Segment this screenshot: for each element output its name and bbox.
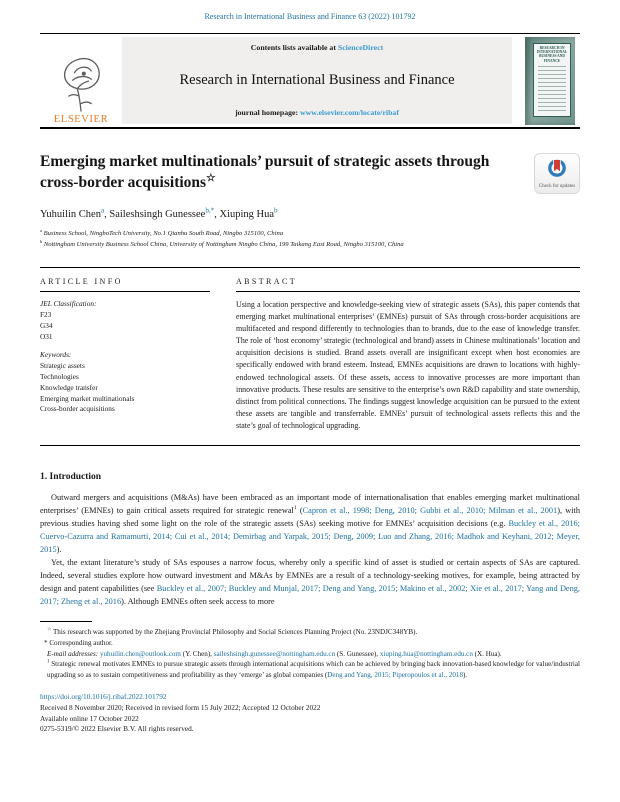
author-name: Saileshsingh Gunessee bbox=[109, 209, 206, 221]
check-for-updates-icon bbox=[547, 165, 567, 182]
footnote-corresponding-author: * Corresponding author. bbox=[44, 639, 113, 648]
footer-copyright: 0275-5319/© 2022 Elsevier B.V. All rights reserved. bbox=[40, 724, 194, 734]
footnote-emails: E-mail addresses: yuhuilin.chen@outlook.com (Y. Chen), saileshsingh.gunessee@nottingham.edu.cn (S. Gunessee), xiuping.hua@nottingham.edu.cn (X. Hua). bbox=[47, 649, 502, 658]
author-name: Yuhuilin Chen bbox=[40, 209, 101, 221]
keyword: Emerging market multinationals bbox=[40, 393, 135, 403]
elsevier-tree-icon bbox=[53, 53, 109, 113]
keyword: Cross-border acquisitions bbox=[40, 404, 115, 414]
intro-paragraph-1: Outward mergers and acquisitions (M&As) have been embraced as an important mode of internationalisation that enables emerging market multinational enterprises’ (EMNEs) to gain critical assets required for strategic renewal$^1$ (Capron et al., 1998; Deng, 2010; Gubbi et al., 2010; Milman et al., 2001), with previous studies having shed some light on the role of the strategic assets (SAs) seeking motive for EMNEs’ acquisition decisions (e.g. Buckley et al., 2016; Cuervo-Cazurra and Ramamurti, 2014; Cui et al., 2014; Demirbag and Yarpak, 2015; Deng, 2009; Luo and Zhang, 2016; Madhok and Keyhani, 2012; Meyer, 2015). bbox=[40, 493, 580, 554]
author-superscript: a bbox=[100, 206, 105, 215]
check-for-updates-button[interactable] bbox=[534, 153, 580, 194]
citation-link[interactable]: xiuping.hua@nottingham.edu.cn bbox=[379, 649, 473, 658]
title-footnote-marker: ☆ bbox=[206, 173, 216, 185]
article-info-heading: ARTICLE INFO bbox=[40, 277, 123, 286]
doi-link[interactable]: https://doi.org/10.1016/j.ribaf.2022.101792 bbox=[40, 691, 167, 701]
journal-banner bbox=[40, 33, 580, 129]
journal-homepage-link[interactable]: www.elsevier.com/locate/ribaf bbox=[300, 108, 399, 117]
cover-title: RESEARCH IN INTERNATIONAL BUSINESS AND FINANCE bbox=[536, 45, 568, 63]
banner-center bbox=[122, 37, 512, 124]
affiliation-line: $^a$ Business School, NingboTech University, No.1 Qianhu South Road, Ningbo 315100, China bbox=[40, 228, 284, 238]
jel-code: O31 bbox=[40, 331, 53, 341]
article-footer bbox=[40, 692, 580, 736]
cover-column bbox=[520, 34, 580, 127]
affiliation-line: $^b$ Nottingham University Business School China, University of Nottingham Ningbo China, 199 Taikang East Road, Ningbo 315100, China bbox=[40, 238, 404, 249]
footer-available-online: Available online 17 October 2022 bbox=[40, 713, 139, 723]
elsevier-wordmark: ELSEVIER bbox=[53, 114, 109, 125]
abstract-column bbox=[236, 277, 580, 432]
intro-paragraph-2: Yet, the extant literature’s study of SAs espouses a narrow focus, whereby only a specific kind of asset is studied or certain aspects of SAs are captured. Indeed, several studies explore how outward investment and M&As by EMNEs are a result of a technology-seeking motives, for example, being attracted by design and patent capabilities (see Buckley et al., 2007; Buckley and Munjal, 2017; Deng and Yang, 2015; Makino et al., 2002; Xie et al., 2017; Yang and Deng, 2017; Zheng et al., 2016). Although EMNEs often seek access to more bbox=[40, 557, 580, 606]
jel-code: F23 bbox=[40, 309, 52, 319]
journal-cover-thumbnail bbox=[525, 37, 575, 125]
contents-line: Contents lists available at ScienceDirect bbox=[250, 43, 384, 52]
abstract-heading: ABSTRACT bbox=[236, 277, 297, 286]
jel-label: JEL Classification: bbox=[40, 299, 97, 308]
jel-code: G34 bbox=[40, 320, 53, 330]
citation-link[interactable]: saileshsingh.gunessee@nottingham.edu.cn bbox=[213, 649, 336, 658]
citation-link[interactable]: yuhuilin.chen@outlook.com bbox=[99, 649, 181, 658]
keywords-label: Keywords: bbox=[40, 349, 72, 359]
citation-link[interactable]: Capron et al., 1998; Deng, 2010; Gubbi et al., 2010; Milman et al., 2001 bbox=[302, 505, 558, 515]
affiliations bbox=[40, 229, 580, 251]
footnote-divider bbox=[40, 621, 92, 622]
keyword: Strategic assets bbox=[40, 360, 85, 370]
abstract-rule bbox=[236, 291, 580, 292]
author bbox=[219, 206, 278, 221]
introduction-heading: 1. Introduction bbox=[40, 472, 102, 483]
keyword: Knowledge transfer bbox=[40, 382, 98, 392]
author-superscript: b bbox=[274, 206, 278, 215]
author-superscript: b,* bbox=[205, 206, 215, 215]
article-info-rule bbox=[40, 291, 210, 292]
footer-received: Received 8 November 2020; Received in revised form 15 July 2022; Accepted 12 October 2022 bbox=[40, 702, 321, 712]
header-citation: Research in International Business and Finance 63 (2022) 101792 bbox=[204, 12, 416, 21]
keyword: Technologies bbox=[40, 371, 79, 381]
article-title: Emerging market multinationals’ pursuit of strategic assets through cross-border acquisitions☆ bbox=[40, 153, 490, 192]
check-for-updates-label: Check for updates bbox=[538, 184, 576, 189]
elsevier-logo bbox=[40, 34, 122, 127]
article-info-abstract-block bbox=[40, 267, 580, 446]
footnote-support: ☆ This research was supported by the Zhejiang Provincial Philosophy and Social Sciences Planning Project (No. 23NDJC348YB). bbox=[47, 628, 418, 637]
homepage-line: journal homepage: www.elsevier.com/locate/ribaf bbox=[235, 108, 399, 117]
cover-text-lines bbox=[538, 66, 566, 112]
sciencedirect-link[interactable]: ScienceDirect bbox=[337, 43, 384, 52]
journal-title: Research in International Business and Finance bbox=[179, 71, 455, 88]
footnotes bbox=[40, 621, 580, 680]
author: Saileshsingh Gunessee$^{b,*}$, bbox=[109, 206, 220, 221]
author-line bbox=[40, 206, 580, 221]
citation-link[interactable]: Deng and Yang, 2015; Piperopoulos et al., 2018 bbox=[327, 671, 464, 680]
abstract-text: Using a location perspective and knowledge-seeking view of strategic assets (SAs), this paper contends that emerging market multinational enterprises’ (EMNEs) pursuit of SAs through cross-border acquisitions are multifaceted and respond differently to technologies than to brands, due to the ease of knowledge transfer. The role of ‘host economy’ strategic (technological and brand) assets in Chinese multinationals’ location and acquisition decisions is studied. Brand assets overall are insignificant except when host economies are specifically endowed with brand esteem. Instead, EMNEs acquisitions are drawn to locations with highly-endowed technological assets. Of these assets, access to innovative processes are more important than innovative products. These results are sensitive to the enterprise’s own R&D capability and state ownership, distinct from political connections. The findings suggest knowledge acquisition can be pursued to the extent these assets are tangible and transferrable. EMNEs’ pursuit of technological assets reflects this and the state’s goal of technological upgrading. bbox=[236, 300, 580, 430]
author-name: Xiuping Hua bbox=[219, 209, 275, 221]
introduction-section bbox=[40, 472, 580, 608]
footnote-1: $^1$ Strategic renewal motivates EMNEs to pursue strategic assets through international acquisitions which can be achieved by bringing back innovation-based knowledge for value/industrial upgrading so as to sustain competitiveness and profitability as they ‘emerge’ as global companies (Deng and Yang, 2015; Piperopoulos et al., 2018). bbox=[47, 660, 580, 680]
article-info-column bbox=[40, 277, 210, 432]
author: Yuhuilin Chen$^a$, bbox=[40, 206, 110, 221]
citation-link[interactable]: Buckley et al., 2016; Cuervo-Cazurra and Ramamurti, 2014; Cui et al., 2014; Demirbag and Yarpak, 2015; Deng, 2009; Luo and Zhang, 2016; Madhok and Keyhani, 2012; Meyer, 2015 bbox=[40, 518, 580, 554]
citation-link[interactable]: Buckley et al., 2007; Buckley and Munjal, 2017; Deng and Yang, 2015; Makino et al., 2002; Xie et al., 2017; Yang and Deng, 2017; Zheng et al., 2016 bbox=[40, 583, 580, 606]
